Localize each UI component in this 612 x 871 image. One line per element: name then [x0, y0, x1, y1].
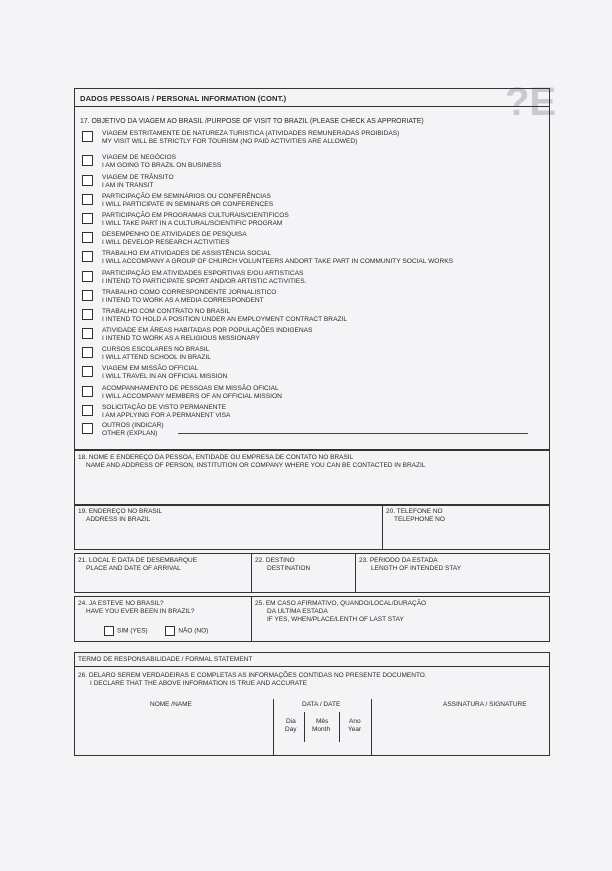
option-text-en: I WILL ACCOMPANY MEMBERS OF AN OFFICIAL MISSION — [102, 393, 282, 400]
statement-divider — [74, 666, 550, 667]
option-text-en: I INTEND TO HOLD A POSITION UNDER AN EMPLOYMENT CONTRACT BRAZIL — [102, 316, 347, 323]
option-checkbox[interactable] — [82, 194, 93, 205]
option-text-en: I AM IN TRANSIT — [102, 182, 154, 189]
statement-line-en: I DECLARE THAT THE ABOVE INFORMATION IS TRUE AND ACCURATE — [90, 680, 307, 687]
statement-title: TERMO DE RESPONSABILIDADE / FORMAL STATEMENT — [78, 656, 253, 663]
option-text — [102, 212, 289, 228]
option-checkbox[interactable] — [82, 347, 93, 358]
option-text — [102, 250, 453, 266]
q22-label-pt: 22. DESTINO — [255, 557, 295, 564]
option-checkbox[interactable] — [82, 155, 93, 166]
no-label: NÃO (NO) — [178, 627, 209, 635]
bleed-through-mark: ?E — [505, 80, 557, 124]
option-text-pt: SOLICITAÇÃO DE VISTO PERMANENTE — [102, 404, 226, 411]
yes-checkbox[interactable] — [104, 626, 114, 636]
q25-label-en: IF YES, WHEN/PLACE/LENTH OF LAST STAY — [267, 616, 404, 623]
option-checkbox[interactable] — [82, 309, 93, 320]
option-checkbox[interactable] — [82, 386, 93, 397]
option-text-pt: TRABALHO COMO CORRESPONDENTE JORNALISTICO — [102, 289, 277, 296]
q19-label-en: ADDRESS IN BRAZIL — [86, 516, 151, 523]
month-label-pt: Mês — [316, 718, 329, 725]
option-text — [102, 404, 230, 420]
option-text-en: I WILL ACCOMPANY A GROUP OF CHURCH VOLUNTEERS ANDORT TAKE PART IN COMMUNITY SOCIAL WORKS — [102, 258, 453, 265]
option-text — [102, 308, 347, 324]
option-text-pt: TRABALHO EM ATIVIDADES DE ASSISTÊNCIA SOCIAL — [102, 250, 272, 257]
option-text — [102, 346, 211, 362]
q21-22-divider — [251, 553, 252, 593]
option-checkbox[interactable] — [82, 405, 93, 416]
option-text — [102, 365, 227, 381]
option-checkbox[interactable] — [82, 290, 93, 301]
q22-23-divider — [355, 553, 356, 593]
option-text-en: I AM APPLYING FOR A PERMANENT VISA — [102, 412, 231, 419]
option-text-pt: PARTICIPAÇÃO EM SEMINÁRIOS OU CONFERÊNCIAS — [102, 193, 271, 200]
option-checkbox[interactable] — [82, 213, 93, 224]
option-text-en: MY VISIT WILL BE STRICTLY FOR TOURISM (NO PAID ACTIVITIES ARE ALLOWED) — [102, 138, 358, 145]
option-text — [102, 193, 273, 209]
option-text-en: I AM GOING TO BRAZIL ON BUSINESS — [102, 162, 222, 169]
other-explain-line[interactable] — [178, 433, 528, 434]
option-text-en: I INTEND TO PARTICIPATE SPORT AND/OR ARTISTIC ACTIVITIES. — [102, 278, 307, 285]
option-checkbox[interactable] — [82, 366, 93, 377]
day-label-pt: Dia — [286, 718, 296, 725]
q18-label-pt: 18. NOME E ENDEREÇO DA PESSOA, ENTIDADE OU EMPRESA DE CONTATO NO BRASIL — [78, 454, 354, 461]
year-label-pt: Ano — [349, 718, 361, 725]
option-text-en: OTHER (EXPLAN) — [102, 430, 158, 437]
option-text-pt: PARTICIPAÇÃO EM PROGRAMAS CULTURAIS/CIENTIFICOS — [102, 212, 289, 219]
q20-label-pt: 20. TELEFONE NO — [386, 508, 443, 515]
option-checkbox[interactable] — [82, 175, 93, 186]
no-checkbox[interactable] — [165, 626, 175, 636]
option-text-pt: DESEMPENHO DE ATIVIDADES DE PESQUISA — [102, 231, 247, 238]
option-text — [102, 270, 306, 286]
q20-label-en: TELEPHONE NO — [394, 516, 445, 523]
option-text-pt: PARTICIPAÇÃO EM ATIVIDADES ESPORTIVAS E/OU ARTISTICAS — [102, 270, 304, 277]
q21-label-en: PLACE AND DATE OF ARRIVAL — [86, 565, 181, 572]
name-date-divider — [273, 699, 274, 756]
option-text-pt: ACOMPANHAMENTO DE PESSOAS EM MISSÃO OFICIAL — [102, 385, 279, 392]
option-text — [102, 154, 221, 170]
option-text-pt: TRABALHO COM CONTRATO NO BRASIL — [102, 308, 230, 315]
option-text — [102, 327, 312, 343]
name-label: NOME /NAME — [150, 701, 192, 708]
q19-20-divider — [382, 505, 383, 550]
q24-label-en: HAVE YOU EVER BEEN IN BRAZIL? — [86, 608, 195, 615]
q19-label-pt: 19. ENDEREÇO NO BRASIL — [78, 508, 163, 515]
option-text-pt: OUTROS (INDICAR) — [102, 422, 164, 429]
option-text — [102, 422, 164, 438]
option-text-pt: VIAGEM DE TRÂNSITO — [102, 174, 174, 181]
month-label-en: Month — [312, 726, 331, 733]
option-checkbox[interactable] — [82, 423, 93, 434]
yes-label: SIM (YES) — [117, 627, 148, 635]
q23-label-pt: 23. PERIODO DA ESTADA — [359, 557, 438, 564]
option-checkbox[interactable] — [82, 251, 93, 262]
signature-label: ASSINATURA / SIGNATURE — [443, 701, 527, 708]
option-text-en: I WILL DEVELOP RESEARCH ACTIVITIES — [102, 239, 230, 246]
option-text-en: I WILL TRAVEL IN AN OFFICIAL MISSION — [102, 373, 228, 380]
option-checkbox[interactable] — [82, 271, 93, 282]
q24-25-divider — [251, 596, 252, 642]
option-text — [102, 289, 276, 305]
statement-line-pt: 26. DELARO SEREM VERDADEIRAS E COMPLETAS AS INFORMAÇÕES CONTIDAS NO PRESENTE DOCUMENTO. — [78, 672, 427, 679]
option-text — [102, 174, 174, 190]
option-text-pt: VIAGEM ESTRITAMENTE DE NATUREZA TURISTICA (ATIVIDADES REMUNERADAS PROIBIDAS) — [102, 130, 400, 137]
option-text-pt: ATIVIDADE EM ÁREAS HABITADAS POR POPULAÇÕES INDIGENAS — [102, 327, 313, 334]
q22-label-en: DESTINATION — [267, 565, 311, 572]
option-checkbox[interactable] — [82, 232, 93, 243]
q25-label-pt: 25. EM CASO AFIRMATIVO, QUANDO/LOCAL/DURAÇÃO — [255, 600, 427, 607]
option-text-en: I WILL PARTICIPATE IN SEMINARS OR CONFERENCES — [102, 201, 274, 208]
year-label-en: Year — [348, 726, 362, 733]
option-text-en: I WILL TAKE PART IN A CULTURAL/SCIENTIFIC PROGRAM — [102, 220, 283, 227]
q24-label-pt: 24. JA ESTEVE NO BRASIL? — [78, 600, 164, 607]
q24-options — [104, 626, 208, 636]
date-label: DATA / DATE — [302, 701, 341, 708]
q23-label-en: LENGTH OF INTENDED STAY — [371, 565, 462, 572]
q18-label-en: NAME AND ADDRESS OF PERSON, INSTITUTION OR COMPANY WHERE YOU CAN BE CONTACTED IN BRAZIL — [86, 462, 426, 469]
option-text-pt: CURSOS ESCOLARES NO BRASIL — [102, 346, 210, 353]
option-text-pt: VIAGEM EM MISSÃO OFFICIAL — [102, 365, 199, 372]
option-text — [102, 231, 247, 247]
q17-label: 17. OBJETIVO DA VIAGEM AO BRASIL /PURPOSE OF VISIT TO BRAZIL (PLEASE CHECK AS APPRORIATE) — [80, 118, 424, 125]
month-year-divider — [339, 712, 340, 742]
day-month-divider — [304, 712, 305, 742]
option-text-pt: VIAGEM DE NEGÓCIOS — [102, 154, 177, 161]
header-divider — [74, 106, 550, 107]
q25-label-pt2: DA ULTIMA ESTADA — [267, 608, 328, 615]
section-title: DADOS PESSOAIS / PERSONAL INFORMATION (CONT.) — [80, 94, 287, 103]
day-label-en: Day — [285, 726, 297, 733]
option-checkbox[interactable] — [82, 131, 93, 142]
option-text — [102, 385, 282, 401]
q21-label-pt: 21. LOCAL E DATA DE DESEMBARQUE — [78, 557, 198, 564]
option-text-en: I INTEND TO WORK AS A MEDIA CORRESPONDENT — [102, 297, 264, 304]
option-text-en: I INTEND TO WORK AS A RELIGIOUS MISSIONARY — [102, 335, 260, 342]
option-text — [102, 130, 399, 146]
date-signature-divider — [371, 699, 372, 756]
option-checkbox[interactable] — [82, 328, 93, 339]
option-text-en: I WILL ATTEND SCHOOL IN BRAZIL — [102, 354, 211, 361]
